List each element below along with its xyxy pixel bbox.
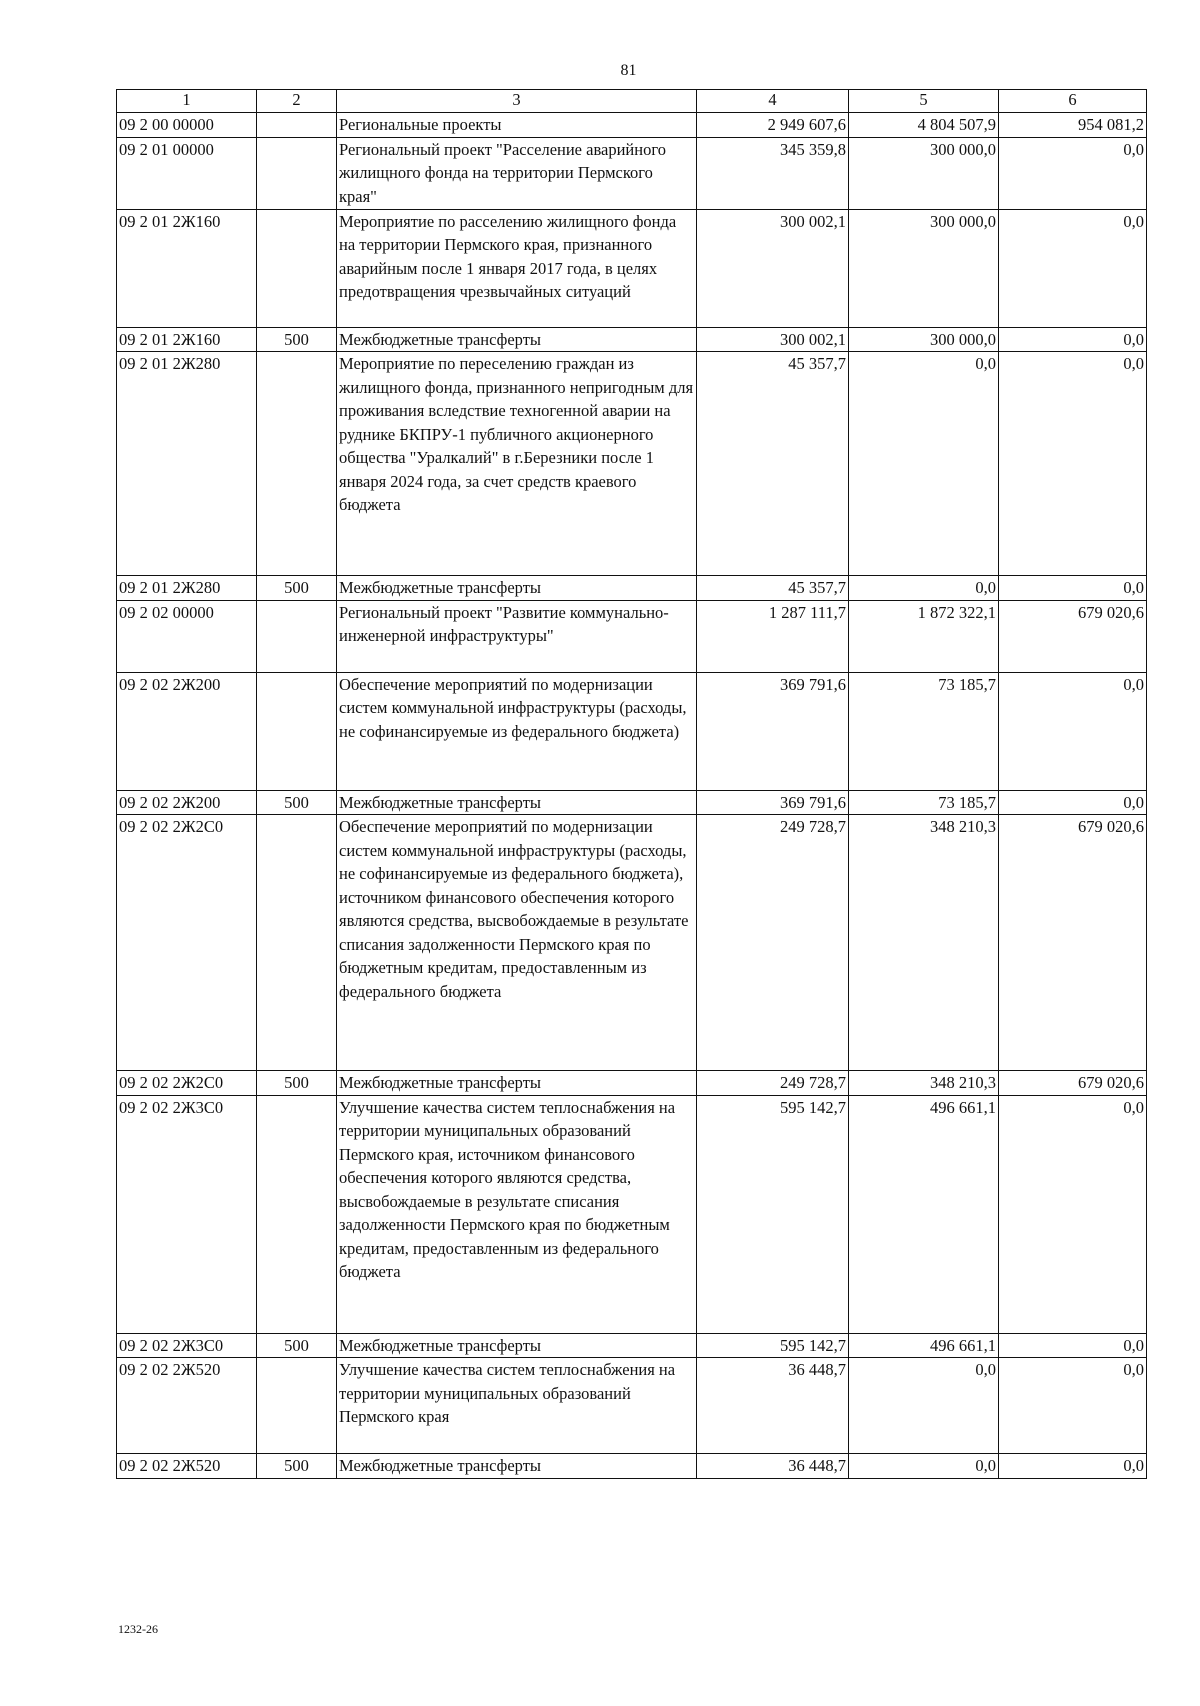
value-cell-6: 0,0	[999, 1095, 1147, 1333]
code-cell: 09 2 02 2Ж200	[117, 790, 257, 815]
code-cell: 09 2 02 2Ж2С0	[117, 815, 257, 1071]
name-cell: Улучшение качества систем теплоснабжения на территории муниципальных образований Пермского края, источником финансового обеспечения которого являются средства, высвобождаемые в результате списания задолженности Пермского края по бюджетным кредитам, предоставленным из федерального бюджета	[337, 1095, 697, 1333]
value-cell-5: 1 872 322,1	[849, 600, 999, 672]
value-cell-5: 73 185,7	[849, 672, 999, 790]
value-cell-4: 595 142,7	[697, 1095, 849, 1333]
budget-table	[116, 89, 1147, 1479]
document-code: 1232-26	[118, 1622, 158, 1636]
value-cell-4: 300 002,1	[697, 209, 849, 327]
value-cell-6: 679 020,6	[999, 815, 1147, 1071]
name-cell: Мероприятие по переселению граждан из жилищного фонда, признанного непригодным для проживания вследствие техногенной аварии на руднике БКПРУ-1 публичного акционерного общества "Уралкалий" в г.Березники после 1 января 2024 года, за счет средств краевого бюджета	[337, 352, 697, 576]
type-cell: 500	[257, 1454, 337, 1479]
value-cell-4: 2 949 607,6	[697, 113, 849, 138]
type-cell	[257, 113, 337, 138]
name-cell: Межбюджетные трансферты	[337, 327, 697, 352]
value-cell-4: 36 448,7	[697, 1358, 849, 1454]
value-cell-6: 0,0	[999, 1333, 1147, 1358]
type-cell: 500	[257, 1333, 337, 1358]
value-cell-4: 300 002,1	[697, 327, 849, 352]
value-cell-4: 36 448,7	[697, 1454, 849, 1479]
code-cell: 09 2 01 2Ж280	[117, 576, 257, 601]
code-cell: 09 2 02 2Ж3С0	[117, 1333, 257, 1358]
name-cell: Обеспечение мероприятий по модернизации систем коммунальной инфраструктуры (расходы, не софинансируемые из федерального бюджета)	[337, 672, 697, 790]
value-cell-4: 1 287 111,7	[697, 600, 849, 672]
name-cell: Мероприятие по расселению жилищного фонда на территории Пермского края, признанного аварийным после 1 января 2017 года, в целях предотвращения чрезвычайных ситуаций	[337, 209, 697, 327]
name-cell: Региональный проект "Развитие коммунально-инженерной инфраструктуры"	[337, 600, 697, 672]
value-cell-6: 679 020,6	[999, 600, 1147, 672]
value-cell-6: 0,0	[999, 576, 1147, 601]
value-cell-5: 496 661,1	[849, 1333, 999, 1358]
table-row	[117, 815, 1147, 1071]
value-cell-4: 369 791,6	[697, 672, 849, 790]
name-cell: Обеспечение мероприятий по модернизации систем коммунальной инфраструктуры (расходы, не софинансируемые из федерального бюджета), источником финансового обеспечения которого являются средства, высвобождаемые в результате списания задолженности Пермского края по бюджетным кредитам, предоставленным из федерального бюджета	[337, 815, 697, 1071]
value-cell-5: 4 804 507,9	[849, 113, 999, 138]
name-cell: Региональные проекты	[337, 113, 697, 138]
table-row	[117, 1358, 1147, 1454]
value-cell-6: 0,0	[999, 209, 1147, 327]
type-cell	[257, 209, 337, 327]
name-cell: Межбюджетные трансферты	[337, 1333, 697, 1358]
type-cell: 500	[257, 790, 337, 815]
table-row	[117, 137, 1147, 209]
type-cell	[257, 600, 337, 672]
type-cell: 500	[257, 327, 337, 352]
type-cell: 500	[257, 576, 337, 601]
value-cell-5: 0,0	[849, 1358, 999, 1454]
type-cell	[257, 1095, 337, 1333]
table-row	[117, 209, 1147, 327]
column-header-2: 2	[257, 90, 337, 113]
name-cell: Межбюджетные трансферты	[337, 576, 697, 601]
value-cell-5: 73 185,7	[849, 790, 999, 815]
table-row	[117, 113, 1147, 138]
column-header-5: 5	[849, 90, 999, 113]
code-cell: 09 2 02 2Ж2С0	[117, 1071, 257, 1096]
value-cell-4: 45 357,7	[697, 576, 849, 601]
value-cell-5: 300 000,0	[849, 327, 999, 352]
code-cell: 09 2 02 2Ж3С0	[117, 1095, 257, 1333]
table-row	[117, 672, 1147, 790]
value-cell-5: 348 210,3	[849, 1071, 999, 1096]
table-row	[117, 1095, 1147, 1333]
column-header-1: 1	[117, 90, 257, 113]
table-row	[117, 1333, 1147, 1358]
value-cell-6: 0,0	[999, 790, 1147, 815]
value-cell-5: 348 210,3	[849, 815, 999, 1071]
value-cell-5: 0,0	[849, 1454, 999, 1479]
table-row	[117, 1071, 1147, 1096]
value-cell-6: 0,0	[999, 137, 1147, 209]
name-cell: Региональный проект "Расселение аварийного жилищного фонда на территории Пермского края"	[337, 137, 697, 209]
value-cell-6: 679 020,6	[999, 1071, 1147, 1096]
value-cell-6: 0,0	[999, 1454, 1147, 1479]
type-cell	[257, 815, 337, 1071]
code-cell: 09 2 01 2Ж280	[117, 352, 257, 576]
value-cell-4: 45 357,7	[697, 352, 849, 576]
type-cell: 500	[257, 1071, 337, 1096]
value-cell-6: 0,0	[999, 672, 1147, 790]
name-cell: Межбюджетные трансферты	[337, 790, 697, 815]
value-cell-6: 0,0	[999, 327, 1147, 352]
value-cell-4: 249 728,7	[697, 815, 849, 1071]
code-cell: 09 2 02 2Ж520	[117, 1358, 257, 1454]
value-cell-4: 249 728,7	[697, 1071, 849, 1096]
table-row	[117, 352, 1147, 576]
code-cell: 09 2 02 2Ж200	[117, 672, 257, 790]
name-cell: Межбюджетные трансферты	[337, 1454, 697, 1479]
table-row	[117, 790, 1147, 815]
code-cell: 09 2 02 00000	[117, 600, 257, 672]
value-cell-6: 0,0	[999, 1358, 1147, 1454]
table-row	[117, 576, 1147, 601]
value-cell-6: 0,0	[999, 352, 1147, 576]
table-row	[117, 327, 1147, 352]
code-cell: 09 2 01 2Ж160	[117, 209, 257, 327]
type-cell	[257, 352, 337, 576]
column-header-4: 4	[697, 90, 849, 113]
value-cell-5: 496 661,1	[849, 1095, 999, 1333]
value-cell-5: 300 000,0	[849, 209, 999, 327]
code-cell: 09 2 02 2Ж520	[117, 1454, 257, 1479]
name-cell: Улучшение качества систем теплоснабжения на территории муниципальных образований Пермского края	[337, 1358, 697, 1454]
value-cell-4: 345 359,8	[697, 137, 849, 209]
value-cell-5: 0,0	[849, 576, 999, 601]
page-number: 81	[620, 62, 637, 79]
value-cell-5: 0,0	[849, 352, 999, 576]
code-cell: 09 2 01 00000	[117, 137, 257, 209]
header-row	[117, 90, 1147, 113]
value-cell-4: 595 142,7	[697, 1333, 849, 1358]
column-header-3: 3	[337, 90, 697, 113]
table-row	[117, 600, 1147, 672]
value-cell-5: 300 000,0	[849, 137, 999, 209]
column-header-6: 6	[999, 90, 1147, 113]
code-cell: 09 2 01 2Ж160	[117, 327, 257, 352]
code-cell: 09 2 00 00000	[117, 113, 257, 138]
type-cell	[257, 672, 337, 790]
type-cell	[257, 1358, 337, 1454]
table-row	[117, 1454, 1147, 1479]
value-cell-4: 369 791,6	[697, 790, 849, 815]
value-cell-6: 954 081,2	[999, 113, 1147, 138]
name-cell: Межбюджетные трансферты	[337, 1071, 697, 1096]
type-cell	[257, 137, 337, 209]
